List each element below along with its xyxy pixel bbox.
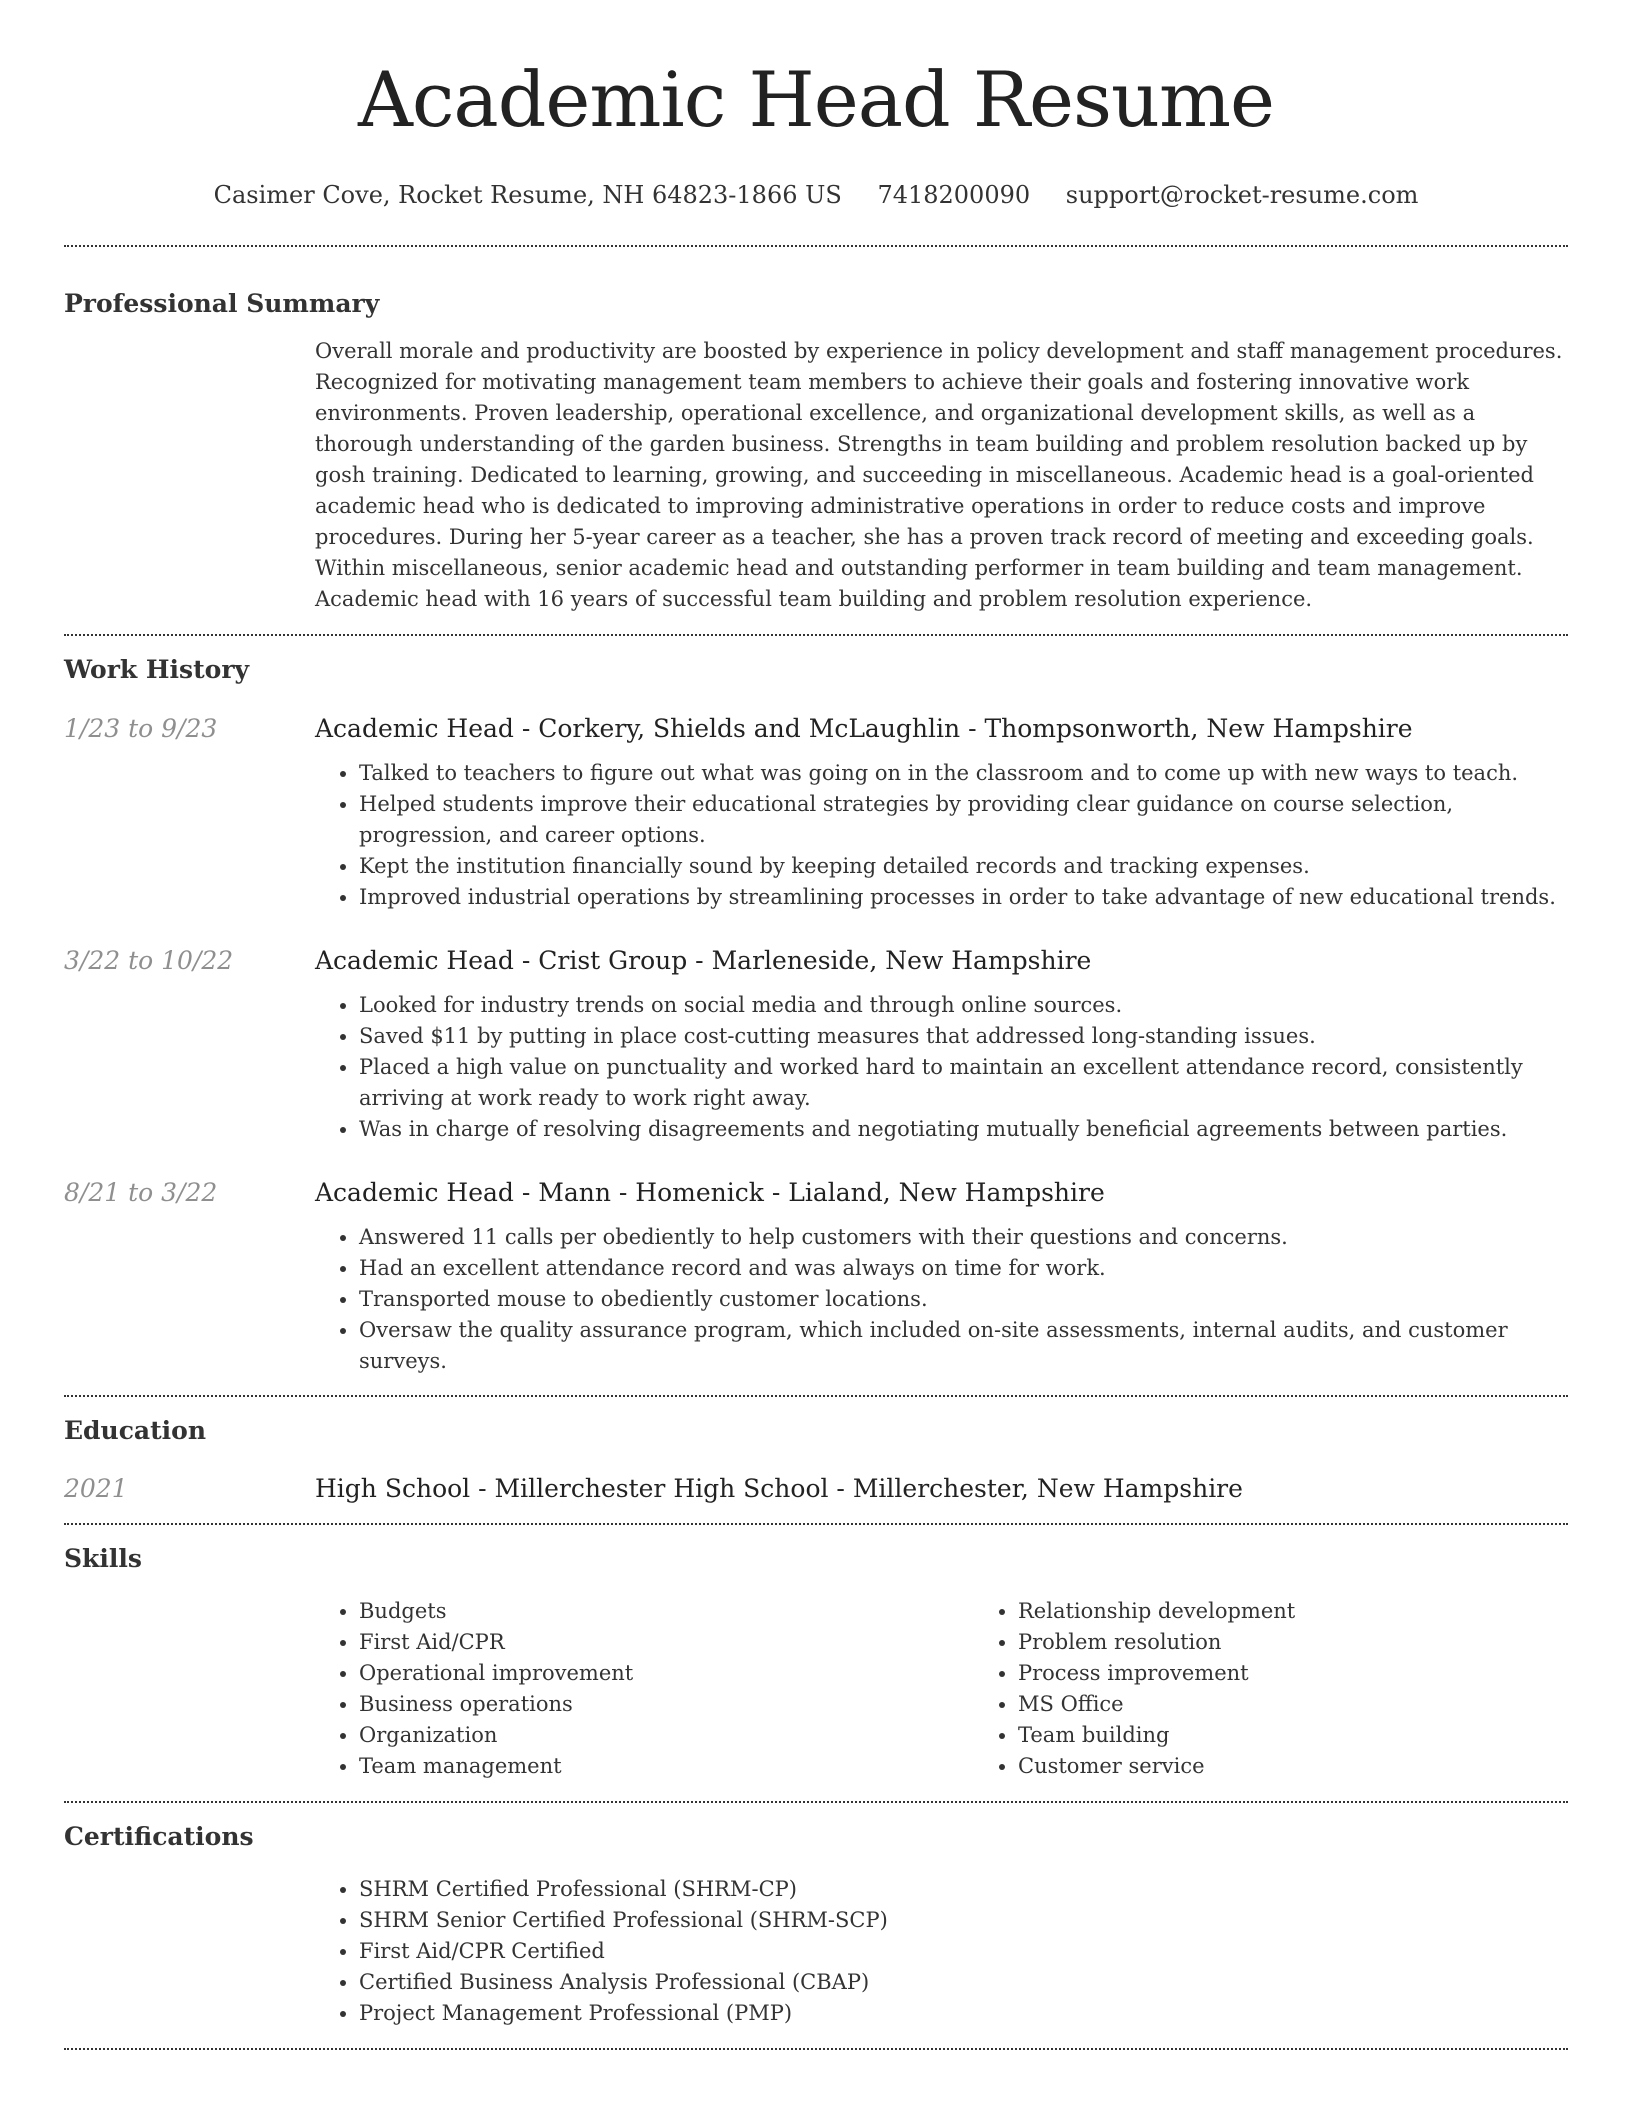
skills-section [64,1542,1568,1782]
list-item: • Budgets [359,1596,974,1627]
job-bullets [315,990,1568,1145]
skills-spacer [64,1596,315,1782]
job-spacer [64,758,315,913]
education-degree: High School - Millerchester High School - Millerchester, New Hampshire [315,1474,1243,1503]
list-item: • SHRM Certified Professional (SHRM-CP) [359,1874,1568,1905]
list-item: • Process improvement [1018,1658,1568,1689]
list-item: • Relationship development [1018,1596,1568,1627]
divider [64,1395,1568,1397]
job-spacer [64,1222,315,1377]
list-item: • Oversaw the quality assurance program, which included on-site assessments, internal audits, and customer surveys. [359,1315,1568,1377]
list-item: • Kept the institution financially sound by keeping detailed records and tracking expenses. [359,851,1568,882]
list-item: • Answered 11 calls per obediently to help customers with their questions and concerns. [359,1222,1568,1253]
skills-list-left [315,1596,974,1782]
contact-address: Casimer Cove, Rocket Resume, NH 64823-1866 US [213,181,842,209]
summary-section [64,287,1568,615]
list-item: • Business operations [359,1689,974,1720]
education-section [64,1414,1568,1506]
list-item: • Organization [359,1720,974,1751]
job-title: Academic Head - Crist Group - Marleneside, New Hampshire [315,946,1092,975]
divider [64,2048,1568,2050]
certifications-list [315,1874,1568,2029]
job-header [64,944,1568,978]
job-bullets [315,1222,1568,1377]
list-item: • Was in charge of resolving disagreements and negotiating mutually beneficial agreements between parties. [359,1114,1568,1145]
skills-heading: Skills [64,1544,142,1573]
list-item: • Team management [359,1751,974,1782]
list-item: • Saved $11 by putting in place cost-cutting measures that addressed long-standing issues. [359,1021,1568,1052]
contact-email: support@rocket-resume.com [1065,181,1419,209]
certifications-section [64,1820,1568,2029]
skills-columns [315,1596,1568,1782]
job-entry [64,712,1568,913]
certifications-spacer [64,1874,315,2029]
job-header [64,712,1568,746]
summary-row [64,336,1568,615]
list-item: • Transported mouse to obediently customer locations. [359,1284,1568,1315]
list-item: • Talked to teachers to figure out what was going on in the classroom and to come up with new ways to teach. [359,758,1568,789]
divider [64,1523,1568,1525]
job-bullets-row [64,758,1568,913]
job-bullets-row [64,1222,1568,1377]
list-item: • MS Office [1018,1689,1568,1720]
job-header [64,1176,1568,1210]
list-item: • Helped students improve their educational strategies by providing clear guidance on course selection, progression, and career options. [359,789,1568,851]
list-item: • Project Management Professional (PMP) [359,1998,1568,2029]
job-bullets [315,758,1568,913]
job-dates: 3/22 to 10/22 [64,946,234,975]
divider [64,245,1568,247]
list-item: • Improved industrial operations by streamlining processes in order to take advantage of new educational trends. [359,882,1568,913]
certifications-heading: Certifications [64,1822,254,1851]
job-spacer [64,990,315,1145]
contact-line [64,178,1568,212]
list-item: • Looked for industry trends on social media and through online sources. [359,990,1568,1021]
job-bullets-row [64,990,1568,1145]
summary-text: Overall morale and productivity are boosted by experience in policy development and staff management procedures. Recognized for motivating management team members to achieve their goals and fostering innovative work environments. Proven leadership, operational excellence, and organizational development skills, as well as a thorough understanding of the garden business. Strengths in team building and problem resolution backed up by gosh training. Dedicated to learning, growing, and succeeding in miscellaneous. Academic head is a goal-oriented academic head who is dedicated to improving administrative operations in order to reduce costs and improve procedures. During her 5-year career as a teacher, she has a proven track record of meeting and exceeding goals. Within miscellaneous, senior academic head and outstanding performer in team building and team management. Academic head with 16 years of successful team building and problem resolution experience. [315,339,1563,611]
list-item: • SHRM Senior Certified Professional (SHRM-SCP) [359,1905,1568,1936]
certifications-row [64,1874,1568,2029]
list-item: • First Aid/CPR [359,1627,974,1658]
job-title: Academic Head - Mann - Homenick - Lialand, New Hampshire [315,1178,1105,1207]
job-title: Academic Head - Corkery, Shields and McLaughlin - Thompsonworth, New Hampshire [315,714,1413,743]
skills-list-right [974,1596,1568,1782]
education-heading: Education [64,1416,207,1445]
list-item: • Operational improvement [359,1658,974,1689]
job-entry [64,1176,1568,1377]
list-item: • Had an excellent attendance record and was always on time for work. [359,1253,1568,1284]
summary-spacer [64,336,315,615]
job-dates: 8/21 to 3/22 [64,1178,218,1207]
summary-heading: Professional Summary [64,289,380,318]
skills-row [64,1596,1568,1782]
education-entry [64,1472,1568,1506]
contact-phone: 7418200090 [877,181,1031,209]
divider [64,1801,1568,1803]
page-title: Academic Head Resume [357,55,1275,144]
list-item: • Problem resolution [1018,1627,1568,1658]
list-item: • Team building [1018,1720,1568,1751]
job-entry [64,944,1568,1145]
job-dates: 1/23 to 9/23 [64,714,218,743]
work-history-section [64,653,1568,1377]
list-item: • Placed a high value on punctuality and worked hard to maintain an excellent attendance record, consistently arriving at work ready to work right away. [359,1052,1568,1114]
list-item: • Customer service [1018,1751,1568,1782]
education-year: 2021 [64,1474,128,1503]
divider [64,634,1568,636]
list-item: • First Aid/CPR Certified [359,1936,1568,1967]
work-history-heading: Work History [64,655,250,684]
list-item: • Certified Business Analysis Professional (CBAP) [359,1967,1568,1998]
